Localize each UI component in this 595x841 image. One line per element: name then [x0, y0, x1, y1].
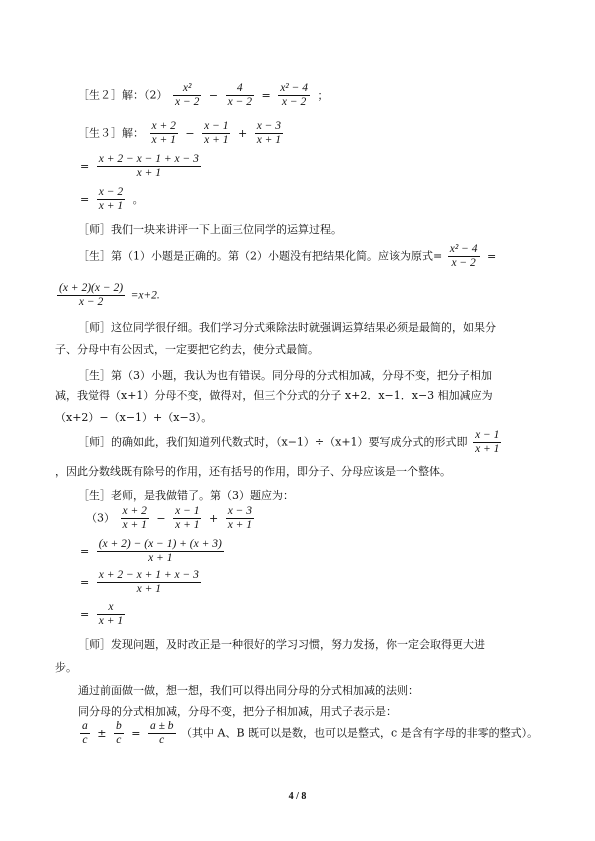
student-paragraph-line2: 减，我觉得（x+1）分母不变，做得对，但三个分式的分子 x+2．x−1．x−3 相加减应为 [55, 389, 493, 402]
student-paragraph-line1: ［生］第（3）小题，我认为也有错误。同分母的分式相加减，分母不变，把分子相加 [78, 369, 492, 382]
fraction: $\frac{a}{c}$ [82, 720, 88, 746]
fraction: $\frac{x - 2}{x + 1}$ [98, 186, 124, 212]
fraction: $\frac{x - 1}{x + 1}$ [475, 429, 500, 455]
fraction: $\frac{\text{x² − 4}}{x - 2}$ [280, 82, 308, 108]
student-answer-line: ［生］第（1）小题是正确的。第（2）小题没有把结果化简。应该为原式= $\frac{\text{x² − 4}}{x - 2}$ = [78, 243, 497, 269]
fraction: $\frac{\text{x²}}{x - 2}$ [175, 82, 200, 108]
fraction: $\frac{b}{c}$ [115, 720, 122, 746]
teacher-remark-3-cont: ，因此分数线既有除号的作用，还有括号的作用，即分子、分母应该是一个整体。 [55, 465, 451, 478]
fraction: $\frac{x - 1}{x + 1}$ [204, 120, 229, 146]
teacher-remark-4-line2: 步。 [55, 661, 77, 674]
fraction: $\frac{x + 2 - x - 1 + x - 3}{x + 1}$ [98, 153, 199, 179]
rule-formula: $\frac{a}{c}$ ± $\frac{b}{c}$ = $\frac{a \pm b}{c}$ （其中 A、B 既可以是数，也可以是整式，c 是含有字母的非零的整式）。 [82, 720, 539, 746]
fraction: $\frac{x - 3}{x + 1}$ [227, 505, 253, 531]
student2-label: ［生２］解：（2） [78, 88, 168, 102]
rule-statement: 同分母的分式相加减，分母不变，把分子相加减，用式子表示是： [78, 705, 397, 718]
rule-note: （其中 A、B 既可以是数，也可以是整式，c 是含有字母的非零的整式）。 [181, 726, 539, 740]
page-number: 4 / 8 [288, 791, 307, 802]
fraction: $\frac{(x + 2) - (x - 1) + (x + 3)}{x + 1}$ [98, 538, 222, 564]
student3-step3: = $\frac{x - 2}{x + 1}$ 。 [80, 186, 144, 212]
student-paragraph-line3: （x+2）−（x−1）+（x−3）。 [55, 411, 213, 424]
fraction: $\frac{x - 1}{x + 1}$ [175, 505, 200, 531]
correction-step2: = $\frac{(x + 2) - (x - 1) + (x + 3)}{x + 1}$ [80, 538, 222, 564]
student3-label: ［生３］解： [78, 126, 144, 140]
correction-step3: = $\frac{x + 2 - x + 1 + x - 3}{x + 1}$ [80, 569, 199, 595]
student-answer-line-2: $\frac{(x + 2)(x - 2)}{x - 2}$ =x+2. [59, 282, 160, 308]
correction-step4: = $\frac{x}{x + 1}$ [80, 601, 124, 627]
teacher-remark-1: ［师］我们一块来讲评一下上面三位同学的运算过程。 [78, 223, 342, 236]
fraction: $\frac{\text{x² − 4}}{x - 2}$ [449, 243, 478, 269]
teacher-remark-2-line1: ［师］这位同学很仔细。我们学习分式乘除法时就强调运算结果必须是最简的，如果分 [78, 321, 496, 334]
summary-line: 通过前面做一做，想一想，我们可以得出同分母的分式相加减的法则： [78, 684, 419, 697]
fraction: $\frac{x + 2}{x + 1}$ [122, 505, 147, 531]
fraction: $\frac{4}{x - 2}$ [227, 82, 252, 108]
student-correction: ［生］老师，是我做错了。第（3）题应为： [78, 489, 294, 502]
fraction: $\frac{a \pm b}{c}$ [149, 720, 174, 746]
student3-step2: = $\frac{x + 2 - x - 1 + x - 3}{x + 1}$ [80, 153, 199, 179]
teacher-remark-2-line2: 子、分母中有公因式，一定要把它约去，使分式最简。 [55, 343, 319, 356]
fraction: $\frac{(x + 2)(x - 2)}{x - 2}$ [59, 282, 124, 308]
correction-step1: （3） $\frac{x + 2}{x + 1}$ − $\frac{x - 1}{x + 1}$ + $\frac{x - 3}{x + 1}$ [86, 505, 253, 531]
teacher-remark-4-line1: ［师］发现问题，及时改正是一种很好的学习习惯，努力发扬，你一定会取得更大进 [78, 638, 485, 651]
fraction: $\frac{x}{x + 1}$ [98, 601, 124, 627]
student2-line: ［生２］解：（2） $\frac{\text{x²}}{x - 2}$ − $\frac{4}{x - 2}$ = $\frac{\text{x² − 4}}{x - 2}$ ； [78, 82, 329, 108]
fraction: $\frac{x + 2}{x + 1}$ [151, 120, 176, 146]
fraction: $\frac{x + 2 - x + 1 + x - 3}{x + 1}$ [98, 569, 199, 595]
student3-line: ［生３］解： $\frac{x + 2}{x + 1}$ − $\frac{x - 1}{x + 1}$ + $\frac{x - 3}{x + 1}$ [78, 120, 282, 146]
teacher-remark-3: ［师］的确如此，我们知道列代数式时，（x−1）÷（x+1）要写成分式的形式即 $\frac{x - 1}{x + 1}$ [78, 429, 500, 455]
fraction: $\frac{x - 3}{x + 1}$ [256, 120, 282, 146]
